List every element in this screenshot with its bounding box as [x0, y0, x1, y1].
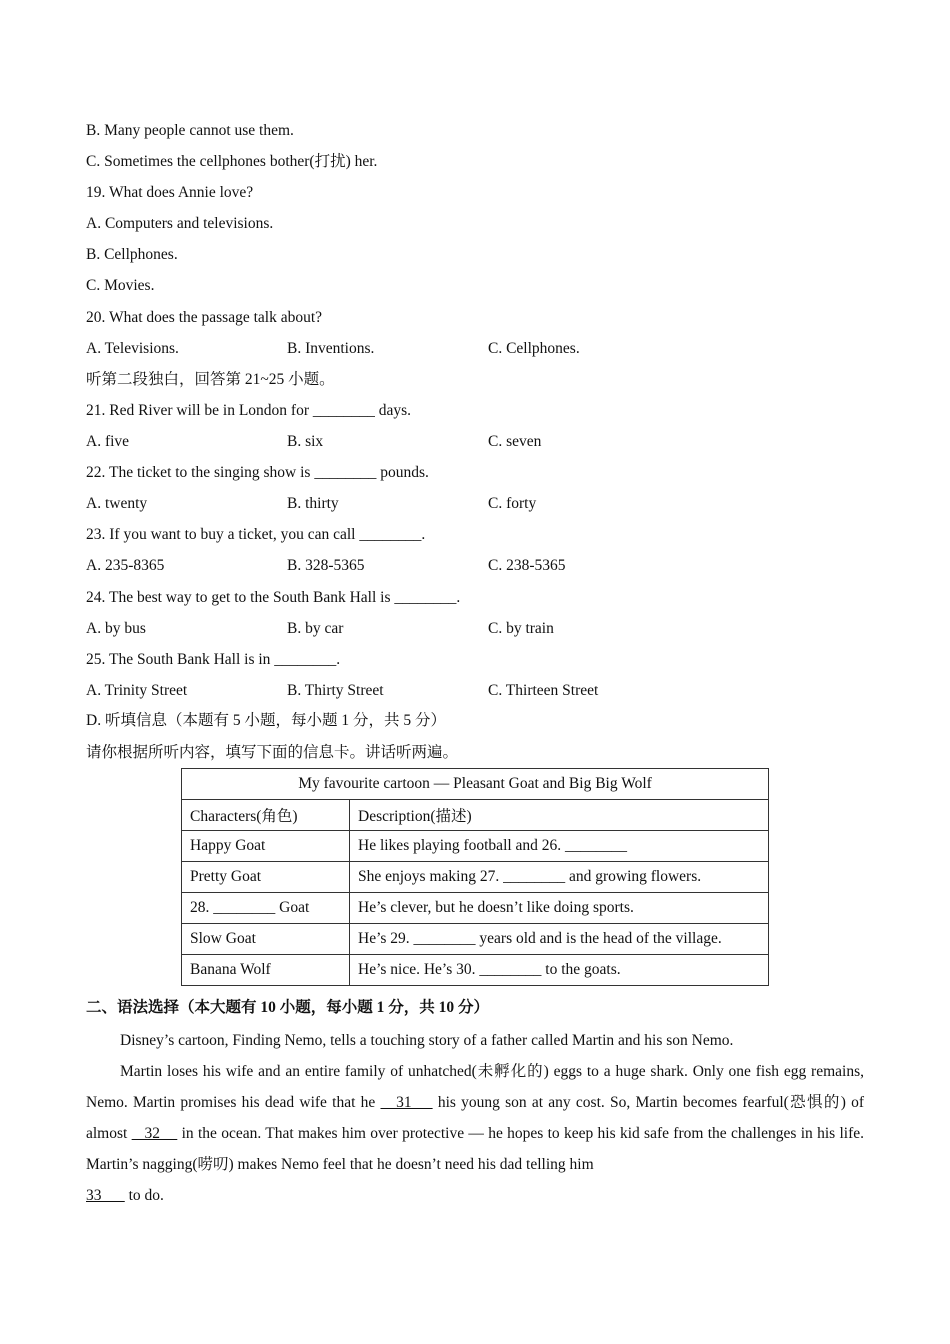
q25-options — [0, 681, 950, 701]
q23-options — [0, 556, 950, 576]
q24-option-a: A. by bus — [86, 620, 146, 637]
q25-option-a: A. Trinity Street — [86, 682, 188, 699]
paragraph-text: to do. — [124, 1187, 164, 1204]
grammar-paragraph-1: Disney’s cartoon, Finding Nemo, tells a touching story of a father called Martin and his son Nemo. — [120, 1032, 734, 1049]
grammar-paragraph-2 — [86, 1056, 864, 1211]
info-card-title-row — [182, 769, 769, 800]
q20-option-c: C. Cellphones. — [488, 340, 580, 357]
table-row — [182, 924, 769, 955]
q25-option-b: B. Thirty Street — [287, 682, 384, 699]
description-cell: He’s nice. He’s 30. ________ to the goats. — [350, 955, 769, 986]
q23-option-c: C. 238-5365 — [488, 557, 566, 574]
paragraph-text: Martin loses his wife and an entire family of unhatched(未孵化的) eggs to a huge shark. Only one fish egg remains, Nemo. Martin promises his dead wife that he — [86, 1063, 864, 1111]
info-card-table — [181, 768, 769, 986]
section-d-instruction: 请你根据所听内容，填写下面的信息卡。讲话听两遍。 — [86, 744, 459, 761]
q21-option-a: A. five — [86, 433, 130, 450]
q23-question: 23. If you want to buy a ticket, you can call ________. — [86, 526, 426, 543]
table-row — [182, 831, 769, 862]
paragraph-text: his young son at any cost. So, Martin becomes fearful(恐惧的) of almost — [86, 1094, 865, 1142]
q20-question: 20. What does the passage talk about? — [86, 309, 323, 326]
info-card-title: My favourite cartoon — Pleasant Goat and Big Big Wolf — [182, 769, 769, 800]
q18-option-b: B. Many people cannot use them. — [86, 122, 294, 139]
q20-option-a: A. Televisions. — [86, 340, 179, 357]
table-row — [182, 955, 769, 986]
q21-option-c: C. seven — [488, 433, 542, 450]
character-cell: Slow Goat — [182, 924, 350, 955]
section-d-heading: D. 听填信息（本题有 5 小题，每小题 1 分，共 5 分） — [86, 712, 446, 729]
q25-option-c: C. Thirteen Street — [488, 682, 599, 699]
q22-option-b: B. thirty — [287, 495, 339, 512]
q24-question: 24. The best way to get to the South Bank Hall is ________. — [86, 589, 461, 606]
character-cell: 28. ________ Goat — [182, 893, 350, 924]
q19-question: 19. What does Annie love? — [86, 184, 254, 201]
q23-option-b: B. 328-5365 — [287, 557, 365, 574]
q19-option-b: B. Cellphones. — [86, 246, 178, 263]
q19-option-a: A. Computers and televisions. — [86, 215, 274, 232]
table-row — [182, 862, 769, 893]
q24-option-c: C. by train — [488, 620, 554, 637]
q24-options — [0, 619, 950, 639]
header-description: Description(描述) — [350, 800, 769, 831]
paragraph-text: in the ocean. That makes him over protective — he hopes to keep his kid safe from the challenges in his life. Martin’s nagging(唠叨) makes Nemo feel that he doesn’t need his dad telling him — [86, 1125, 864, 1173]
q21-options — [0, 432, 950, 452]
q22-options — [0, 494, 950, 514]
q22-option-a: A. twenty — [86, 495, 148, 512]
q24-option-b: B. by car — [287, 620, 344, 637]
blank-31: 31 — [380, 1094, 433, 1111]
blank-33: 33 — [86, 1187, 125, 1204]
header-characters: Characters(角色) — [182, 800, 350, 831]
description-cell: He likes playing football and 26. ________ — [350, 831, 769, 862]
section-note: 听第二段独白，回答第 21~25 小题。 — [86, 371, 335, 388]
q20-options — [0, 339, 950, 359]
description-cell: He’s clever, but he doesn’t like doing sports. — [350, 893, 769, 924]
blank-32: 32 — [131, 1125, 178, 1142]
character-cell: Happy Goat — [182, 831, 350, 862]
description-cell: She enjoys making 27. ________ and growing flowers. — [350, 862, 769, 893]
q23-option-a: A. 235-8365 — [86, 557, 165, 574]
q21-question: 21. Red River will be in London for ________ days. — [86, 402, 412, 419]
q22-option-c: C. forty — [488, 495, 537, 512]
q18-option-c: C. Sometimes the cellphones bother(打扰) her. — [86, 153, 378, 170]
description-cell: He’s 29. ________ years old and is the head of the village. — [350, 924, 769, 955]
grammar-heading: 二、语法选择（本大题有 10 小题，每小题 1 分，共 10 分） — [86, 999, 490, 1016]
table-row — [182, 893, 769, 924]
q21-option-b: B. six — [287, 433, 324, 450]
q19-option-c: C. Movies. — [86, 277, 155, 294]
q20-option-b: B. Inventions. — [287, 340, 375, 357]
character-cell: Banana Wolf — [182, 955, 350, 986]
info-card-header-row — [182, 800, 769, 831]
q22-question: 22. The ticket to the singing show is ________ pounds. — [86, 464, 429, 481]
q25-question: 25. The South Bank Hall is in ________. — [86, 651, 341, 668]
character-cell: Pretty Goat — [182, 862, 350, 893]
